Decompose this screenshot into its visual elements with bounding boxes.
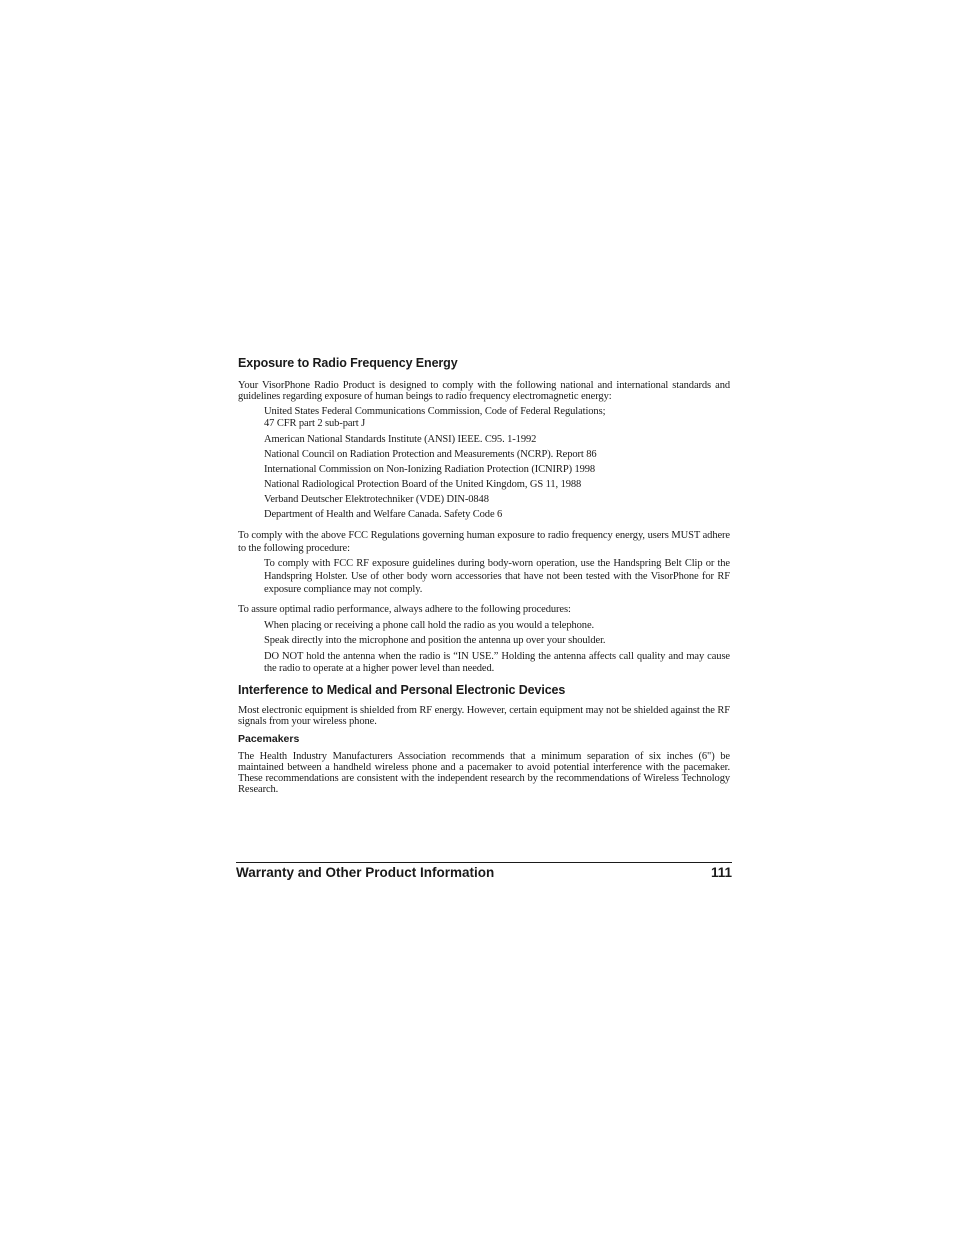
page-content — [238, 355, 730, 795]
standard-item: 47 CFR part 2 sub-part J — [264, 418, 366, 429]
fcc-procedure-paragraph: To comply with FCC RF exposure guidelines during body-worn operation, use the Handspring Belt Clip or the Handspring Holster. Use of other body worn accessories that have not been tested with the VisorPhone for RF exposure compliance may not comply. — [264, 558, 730, 595]
pacemakers-paragraph: The Health Industry Manufacturers Association recommends that a minimum separation of six inches (6") be maintained between a handheld wireless phone and a pacemaker to avoid potential interference with the pacemaker. These recommendations are consistent with the independent research by the recommendations of Wireless Technology Research. — [238, 751, 730, 795]
standard-item: United States Federal Communications Commission, Code of Federal Regulations; — [264, 406, 606, 417]
standard-item: International Commission on Non-Ionizing Radiation Protection (ICNIRP) 1998 — [264, 464, 596, 475]
standard-item: National Council on Radiation Protection and Measurements (NCRP). Report 86 — [264, 449, 597, 460]
rf-intro-paragraph: Your VisorPhone Radio Product is designed to comply with the following national and international standards and guidelines regarding exposure of human beings to radio frequency electromagnetic energy: — [238, 380, 730, 402]
fcc-intro-paragraph: To comply with the above FCC Regulations governing human exposure to radio frequency energy, users MUST adhere to the following procedure: — [238, 530, 730, 554]
procedure-item: When placing or receiving a phone call hold the radio as you would a telephone. — [264, 620, 595, 631]
standard-item: National Radiological Protection Board of the United Kingdom, GS 11, 1988 — [264, 479, 582, 490]
standard-item: Verband Deutscher Elektrotechniker (VDE) DIN-0848 — [264, 494, 489, 505]
section-heading-interference: Interference to Medical and Personal Electronic Devices — [238, 683, 566, 697]
procedure-item: Speak directly into the microphone and position the antenna up over your shoulder. — [264, 635, 606, 646]
performance-intro-paragraph: To assure optimal radio performance, always adhere to the following procedures: — [238, 604, 571, 615]
standard-item: Department of Health and Welfare Canada. Safety Code 6 — [264, 509, 503, 520]
standard-item: American National Standards Institute (ANSI) IEEE. C95. 1-1992 — [264, 434, 537, 445]
section-heading-rf-exposure: Exposure to Radio Frequency Energy — [238, 356, 458, 370]
page-footer — [236, 862, 732, 880]
interference-intro-paragraph: Most electronic equipment is shielded from RF energy. However, certain equipment may not be shielded against the RF signals from your wireless phone. — [238, 705, 730, 727]
page-number: 111 — [710, 865, 732, 880]
subheading-pacemakers: Pacemakers — [238, 733, 300, 745]
procedure-item: DO NOT hold the antenna when the radio is “IN USE.” Holding the antenna affects call quality and may cause the radio to operate at a higher power level than needed. — [264, 651, 730, 674]
footer-title: Warranty and Other Product Information — [236, 865, 495, 880]
